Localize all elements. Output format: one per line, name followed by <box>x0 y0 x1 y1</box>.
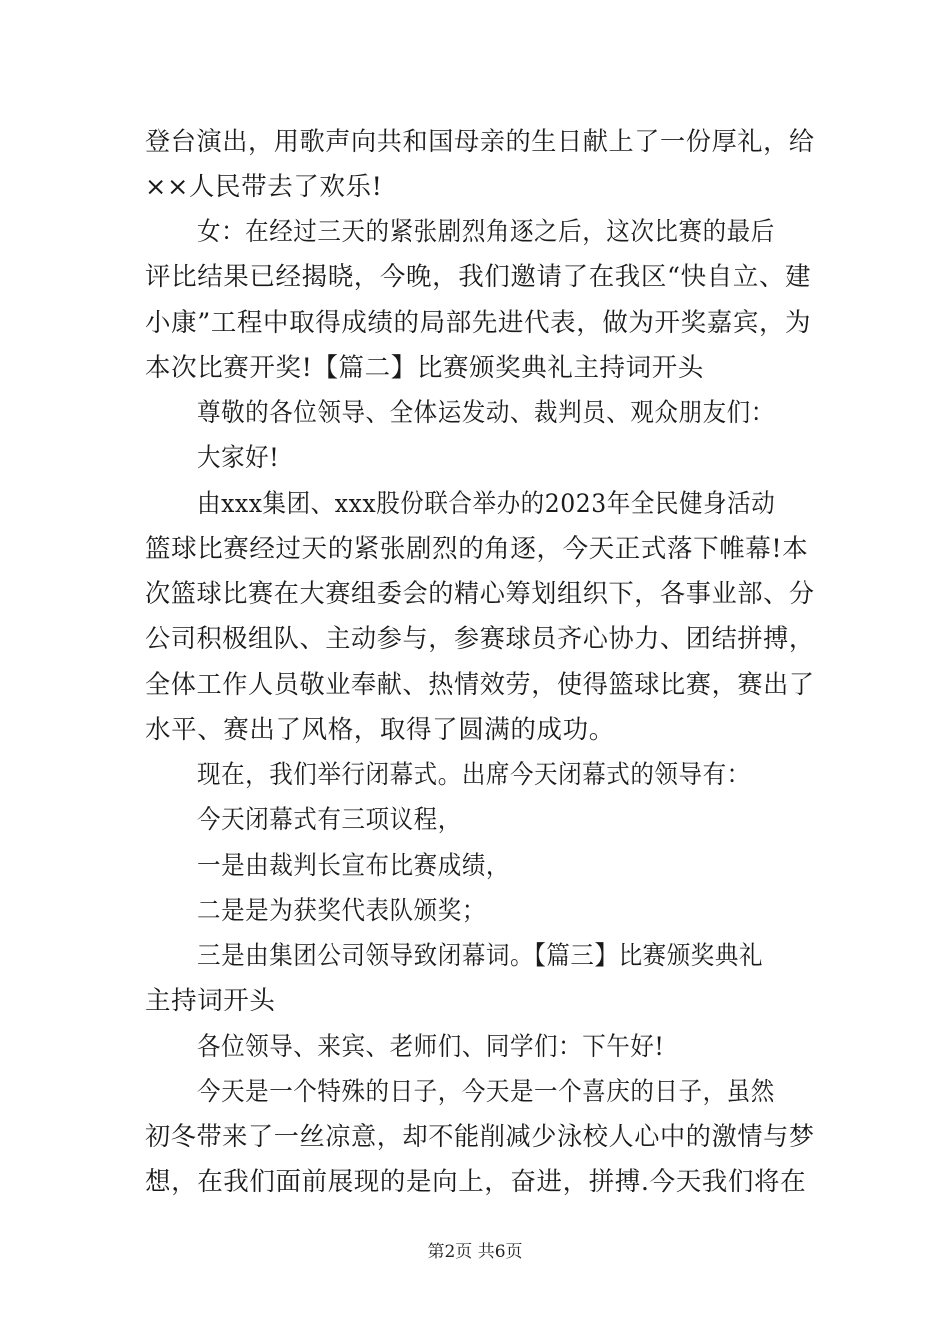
text-line-11: 次篮球比赛在大赛组委会的精心筹划组织下，各事业部、分 <box>145 579 815 609</box>
text-line-1: 登台演出，用歌声向共和国母亲的生日献上了一份厚礼，给 <box>145 127 815 157</box>
text-line-8: 大家好! <box>197 443 280 473</box>
page-number-footer: 第2页 共6页 <box>427 1242 523 1262</box>
text-line-16: 今天闭幕式有三项议程， <box>197 805 462 835</box>
text-line-20: 主持词开头 <box>145 986 276 1016</box>
text-line-14: 水平、赛出了风格，取得了圆满的成功。 <box>145 715 615 745</box>
text-line-3: 女：在经过三天的紧张剧烈角逐之后，这次比赛的最后 <box>197 217 775 247</box>
text-line-13: 全体工作人员敬业奉献、热情效劳，使得篮球比赛，赛出了 <box>145 670 815 700</box>
text-line-22: 今天是一个特殊的日子，今天是一个喜庆的日子，虽然 <box>197 1077 775 1107</box>
text-line-15: 现在，我们举行闭幕式。出席今天闭幕式的领导有： <box>197 760 751 790</box>
text-line-6: 本次比赛开奖!【篇二】比赛颁奖典礼主持词开头 <box>145 353 704 383</box>
text-line-9: 由xxx集团、xxx股份联合举办的2023年全民健身活动 <box>197 489 776 519</box>
text-line-5: 小康”工程中取得成绩的局部先进代表，做为开奖嘉宾，为 <box>145 308 812 338</box>
text-line-4: 评比结果已经揭晓，今晚，我们邀请了在我区“快自立、建 <box>145 262 812 292</box>
text-line-17: 一是由裁判长宣布比赛成绩， <box>197 851 510 881</box>
text-line-19: 三是由集团公司领导致闭幕词。【篇三】比赛颁奖典礼 <box>197 941 764 971</box>
text-line-7: 尊敬的各位领导、全体运发动、裁判员、观众朋友们： <box>197 398 775 428</box>
text-line-2: ××人民带去了欢乐! <box>145 172 383 202</box>
text-line-21: 各位领导、来宾、老师们、同学们：下午好! <box>197 1032 665 1062</box>
text-line-24: 想，在我们面前展现的是向上，奋进，拼搏.今天我们将在 <box>145 1167 807 1197</box>
text-line-12: 公司积极组队、主动参与，参赛球员齐心协力、团结拼搏， <box>145 624 815 654</box>
text-line-18: 二是是为获奖代表队颁奖； <box>197 896 486 926</box>
text-line-10: 篮球比赛经过天的紧张剧烈的角逐，今天正式落下帷幕!本 <box>145 534 809 564</box>
text-line-23: 初冬带来了一丝凉意，却不能削减少泳校人心中的激情与梦 <box>145 1122 815 1152</box>
